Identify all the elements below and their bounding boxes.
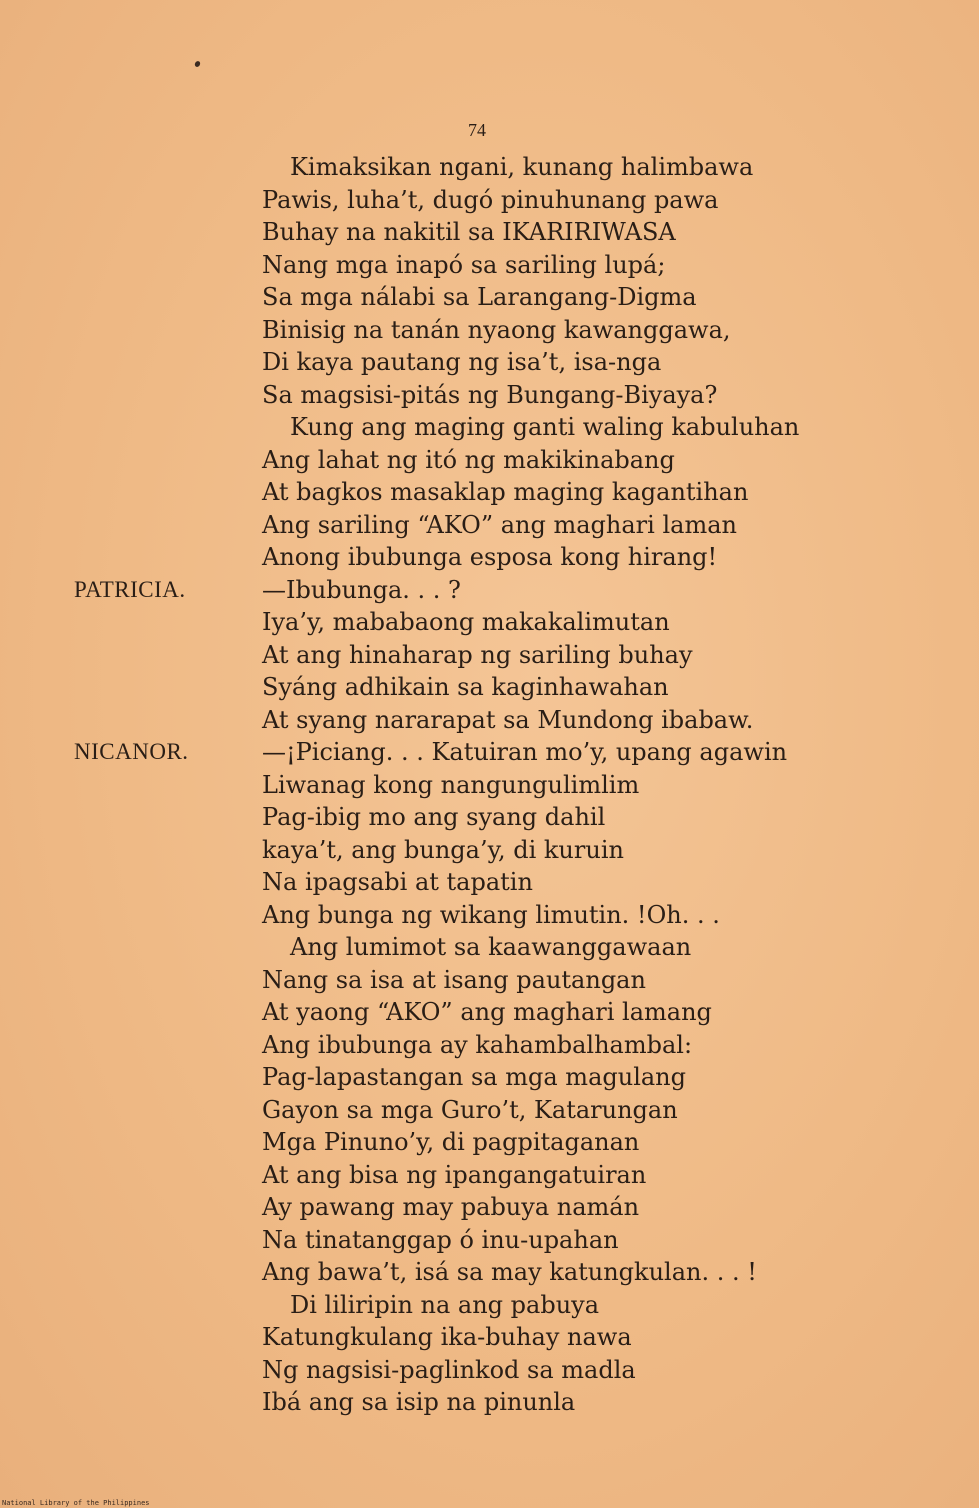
verse-line	[0, 931, 979, 964]
verse-line-text: Nang mga inapó sa sariling lupá;	[262, 250, 666, 279]
verse-line	[0, 866, 979, 899]
verse-line-text: —¡Piciang. . . Katuiran mo’y, upang agawin	[262, 738, 788, 766]
verse-line-text: kaya’t, ang bunga’y, di kuruin	[262, 835, 624, 864]
verse-line	[0, 574, 979, 607]
verse-line	[0, 834, 979, 867]
verse-line-text: At yaong “AKO” ang maghari lamang	[262, 998, 712, 1026]
verse-line	[0, 1224, 979, 1257]
verse-line-text: Nang sa isa at isang pautangan	[262, 965, 646, 994]
verse-line	[0, 509, 979, 542]
verse-line	[0, 1029, 979, 1062]
verse-line-text: Buhay na nakitil sa IKARIRIWASA	[262, 218, 676, 246]
verse-line	[0, 899, 979, 932]
verse-line-text: Syáng adhikain sa kaginhawahan	[262, 673, 669, 701]
verse-line-text: Ang bawa’t, isá sa may katungkulan. . . !	[262, 1258, 757, 1286]
verse-line-text: Sa magsisi-pitás ng Bungang-Biyaya?	[262, 380, 718, 409]
verse-line	[0, 281, 979, 314]
verse-line	[0, 151, 979, 184]
library-footer: National Library of the Philippines	[2, 1499, 150, 1507]
verse-line-text: Pag-lapastangan sa mga magulang	[262, 1063, 686, 1091]
verse-line-text: Anong ibubunga esposa kong hirang!	[262, 543, 718, 571]
verse-line-text: At ang hinaharap ng sariling buhay	[262, 640, 693, 669]
verse-line	[0, 444, 979, 477]
verse-line	[0, 1289, 979, 1322]
verse-line	[0, 1126, 979, 1159]
verse-line-text: Pawis, luha’t, dugó pinuhunang pawa	[262, 185, 719, 214]
verse-line	[0, 476, 979, 509]
verse-line-text: Ang bunga ng wikang limutin. !Oh. . .	[262, 900, 720, 929]
verse-line	[0, 639, 979, 672]
verse-line-text: At syang nararapat sa Mundong ibabaw.	[262, 705, 754, 734]
ink-speck	[194, 60, 201, 68]
verse-line	[0, 1354, 979, 1387]
verse-line	[0, 184, 979, 217]
verse-line-text: Mga Pinuno’y, di pagpitaganan	[262, 1128, 640, 1156]
verse-line-text: Katungkulang ika-buhay nawa	[262, 1323, 632, 1351]
verse-line	[0, 964, 979, 997]
verse-line-text: Pag-ibig mo ang syang dahil	[262, 803, 606, 831]
verse-line-text: Kung ang maging ganti waling kabuluhan	[290, 413, 800, 441]
verse-line	[0, 541, 979, 574]
verse-line-text: Na ipagsabi at tapatin	[262, 868, 533, 896]
verse-line	[0, 379, 979, 412]
verse-line	[0, 314, 979, 347]
verse-line	[0, 411, 979, 444]
verse-line	[0, 1321, 979, 1354]
verse-line	[0, 1159, 979, 1192]
verse-line	[0, 346, 979, 379]
speaker-label: PATRICIA.	[74, 576, 186, 602]
verse-line-text: At ang bisa ng ipangangatuiran	[262, 1160, 647, 1189]
speaker-label: NICANOR.	[74, 739, 189, 764]
verse-line-text: Ay pawang may pabuya namán	[262, 1193, 640, 1221]
verse-line-text: Na tinatanggap ó inu-upahan	[262, 1225, 619, 1254]
verse-body	[0, 151, 979, 1419]
verse-line	[0, 671, 979, 704]
verse-line-text: Ang lahat ng itó ng makikinabang	[262, 445, 675, 474]
verse-line-text: Iya’y, mababaong makakalimutan	[262, 608, 670, 636]
verse-line	[0, 1094, 979, 1127]
verse-line	[0, 1256, 979, 1289]
verse-line	[0, 736, 979, 769]
verse-line-text: Liwanag kong nangungulimlim	[262, 770, 640, 799]
verse-line-text: Gayon sa mga Guro’t, Katarungan	[262, 1095, 678, 1124]
verse-line-text: Di liliripin na ang pabuya	[290, 1290, 600, 1319]
verse-line-text: Sa mga nálabi sa Larangang-Digma	[262, 283, 697, 311]
verse-line	[0, 996, 979, 1029]
verse-line	[0, 249, 979, 282]
verse-line-text: Ang lumimot sa kaawanggawaan	[290, 933, 692, 961]
verse-line	[0, 216, 979, 249]
verse-line-text: Ang sariling “AKO” ang maghari laman	[262, 510, 737, 539]
verse-line-text: Ibá ang sa isip na pinunla	[262, 1388, 576, 1416]
page-number: 74	[468, 120, 486, 140]
verse-line	[0, 801, 979, 834]
verse-line-text: Binisig na tanán nyaong kawanggawa,	[262, 315, 731, 344]
verse-line-text: Ng nagsisi-paglinkod sa madla	[262, 1355, 636, 1384]
verse-line	[0, 1061, 979, 1094]
verse-line-text: Di kaya pautang ng isa’t, isa-nga	[262, 348, 662, 376]
verse-line	[0, 769, 979, 802]
verse-line	[0, 1191, 979, 1224]
verse-line-text: Kimaksikan ngani, kunang halimbawa	[290, 153, 754, 181]
verse-line-text: Ang ibubunga ay kahambalhambal:	[262, 1030, 693, 1059]
verse-line	[0, 704, 979, 737]
verse-line	[0, 606, 979, 639]
verse-line-text: —Ibubunga. . . ?	[262, 575, 461, 604]
verse-line-text: At bagkos masaklap maging kagantihan	[262, 478, 749, 506]
verse-line	[0, 1386, 979, 1419]
